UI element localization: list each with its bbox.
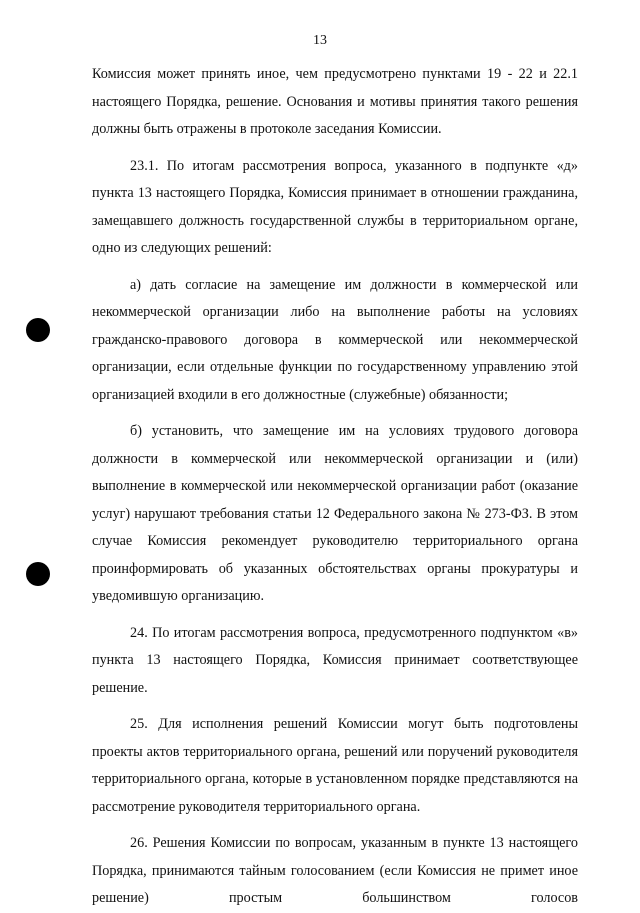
page-number: 13 <box>313 33 327 48</box>
punch-hole-mark <box>26 318 50 342</box>
paragraph-26: 26. Решения Комиссии по вопросам, указанным в пункте 13 настоящего Порядка, принимаются тайным голосованием (если Комиссия не примет иное решение) простым большинством голосов <box>92 835 578 906</box>
punch-hole-mark <box>26 562 50 586</box>
paragraph-23-1-a: а) дать согласие на замещение им должности в коммерческой или некоммерческой организации либо на выполнение работы на условиях гражданско-правового договора в коммерческой или некоммерческой организации, если отдельные функции по государственному управлению этой организацией входили в его должностные (служебные) обязанности; <box>92 276 578 403</box>
paragraph-23-1-b: б) установить, что замещение им на условиях трудового договора должности в коммерческой или некоммерческой организации и (или) выполнение в коммерческой или некоммерческой организации работ (оказание услуг) нарушают требования статьи 12 Федерального закона № 273-ФЗ. В этом случае Комиссия рекомендует руководителю территориального органа проинформировать об указанных обстоятельствах органы прокуратуры и уведомившую организацию. <box>92 423 578 604</box>
paragraph-24: 24. По итогам рассмотрения вопроса, предусмотренного подпунктом «в» пункта 13 настоящего Порядка, Комиссия принимает соответствующее решение. <box>92 624 578 696</box>
paragraph-25: 25. Для исполнения решений Комиссии могут быть подготовлены проекты актов территориального органа, решений или поручений руководителя территориального органа, которые в установленном порядке представляются на рассмотрение руководителя территориального органа. <box>92 716 578 815</box>
body-text <box>92 61 578 913</box>
paragraph-23-1: 23.1. По итогам рассмотрения вопроса, указанного в подпункте «д» пункта 13 настоящего Порядка, Комиссия принимает в отношении гражданина, замещавшего должность государственной службы в территориальном органе, одно из следующих решений: <box>92 157 578 256</box>
paragraph-continuation: Комиссия может принять иное, чем предусмотрено пунктами 19 - 22 и 22.1 настоящего Порядка, решение. Основания и мотивы принятия такого решения должны быть отражены в протоколе заседания Комиссии. <box>92 66 578 137</box>
